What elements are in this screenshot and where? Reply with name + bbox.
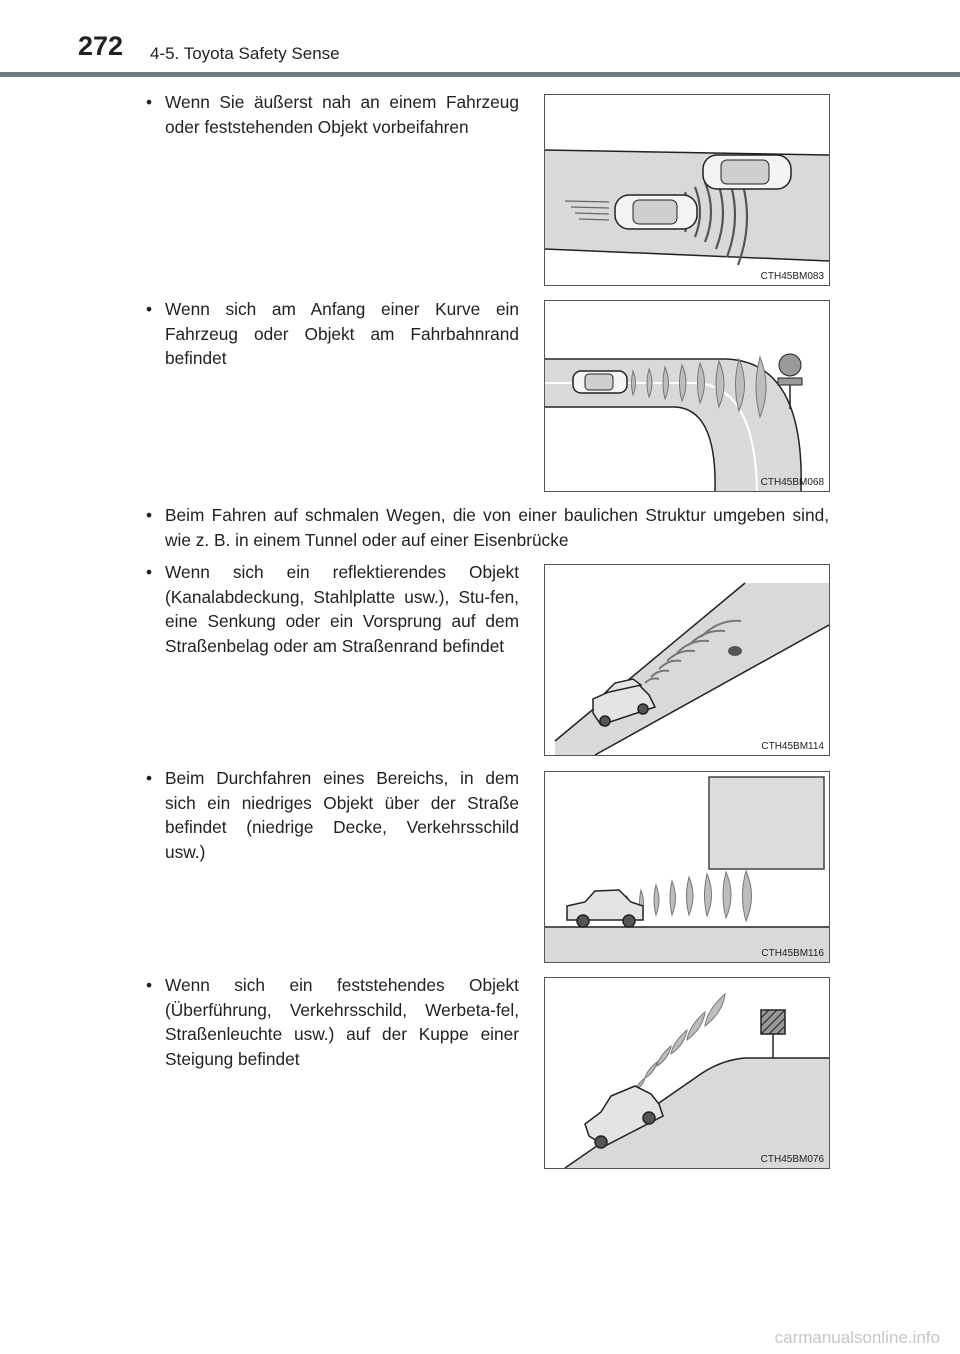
bullet-dot: •: [146, 299, 153, 319]
page-header: [0, 0, 960, 80]
bullet-dot: •: [146, 505, 153, 525]
figure-reflective-object: [544, 564, 830, 756]
car-icon: [615, 195, 697, 229]
bullet-text: Wenn sich am Anfang einer Kurve ein Fahrzeug oder Objekt am Fahrbahnrand befindet: [165, 299, 519, 368]
illustration-passing-close: [545, 95, 829, 285]
bullet-text: Wenn sich ein reflektierendes Objekt (Kanalabdeckung, Stahlplatte usw.), Stu-fen, eine Senkung oder ein Vorsprung auf dem Straßenbelag oder am Straßenrand befindet: [165, 562, 519, 656]
bullet-item: [146, 90, 519, 139]
illustration-curve-object: [545, 301, 829, 491]
figure-incline-object: [544, 977, 830, 1169]
road-sign-icon: [761, 1010, 785, 1058]
illustration-reflective-object: [545, 565, 829, 755]
figure-code: CTH45BM068: [760, 477, 824, 488]
bullet-text: Beim Fahren auf schmalen Wegen, die von einer baulichen Struktur umgeben sind, wie z. B. in einem Tunnel oder auf einer Eisenbrücke: [165, 505, 829, 550]
bullet-text: Beim Durchfahren eines Bereichs, in dem sich ein niedriges Objekt über der Straße befindet (niedrige Decke, Verkehrsschild usw.): [165, 768, 519, 862]
bullet-item: [146, 973, 519, 1071]
figure-code: CTH45BM114: [761, 741, 824, 752]
figure-curve-object: [544, 300, 830, 492]
bullet-dot: •: [146, 975, 153, 995]
car-icon: [703, 155, 791, 189]
figure-low-overhead-object: [544, 771, 830, 963]
illustration-low-overhead-object: [545, 772, 829, 962]
illustration-incline-object: [545, 978, 829, 1168]
bullet-dot: •: [146, 562, 153, 582]
watermark: carmanualsonline.info: [774, 1328, 940, 1347]
figure-code: CTH45BM076: [760, 1154, 824, 1165]
bullet-item: [146, 766, 519, 864]
bullet-dot: •: [146, 92, 153, 112]
bullet-item: [146, 560, 519, 658]
figure-code: CTH45BM116: [761, 948, 824, 959]
header-divider: [0, 72, 960, 77]
car-icon: [567, 890, 643, 927]
bullet-dot: •: [146, 768, 153, 788]
bullet-item: [146, 503, 829, 552]
section-title: 4-5. Toyota Safety Sense: [150, 44, 340, 63]
bullet-text: Wenn Sie äußerst nah an einem Fahrzeug oder feststehenden Objekt vorbeifahren: [165, 92, 519, 137]
bullet-text: Wenn sich ein feststehendes Objekt (Überführung, Verkehrsschild, Werbeta-fel, Straßenleuchte usw.) auf der Kuppe einer Steigung befindet: [165, 975, 519, 1069]
page-number: 272: [78, 31, 124, 61]
bullet-item: [146, 297, 519, 371]
car-icon: [573, 371, 627, 393]
figure-code: CTH45BM083: [760, 271, 824, 282]
figure-passing-close: [544, 94, 830, 286]
